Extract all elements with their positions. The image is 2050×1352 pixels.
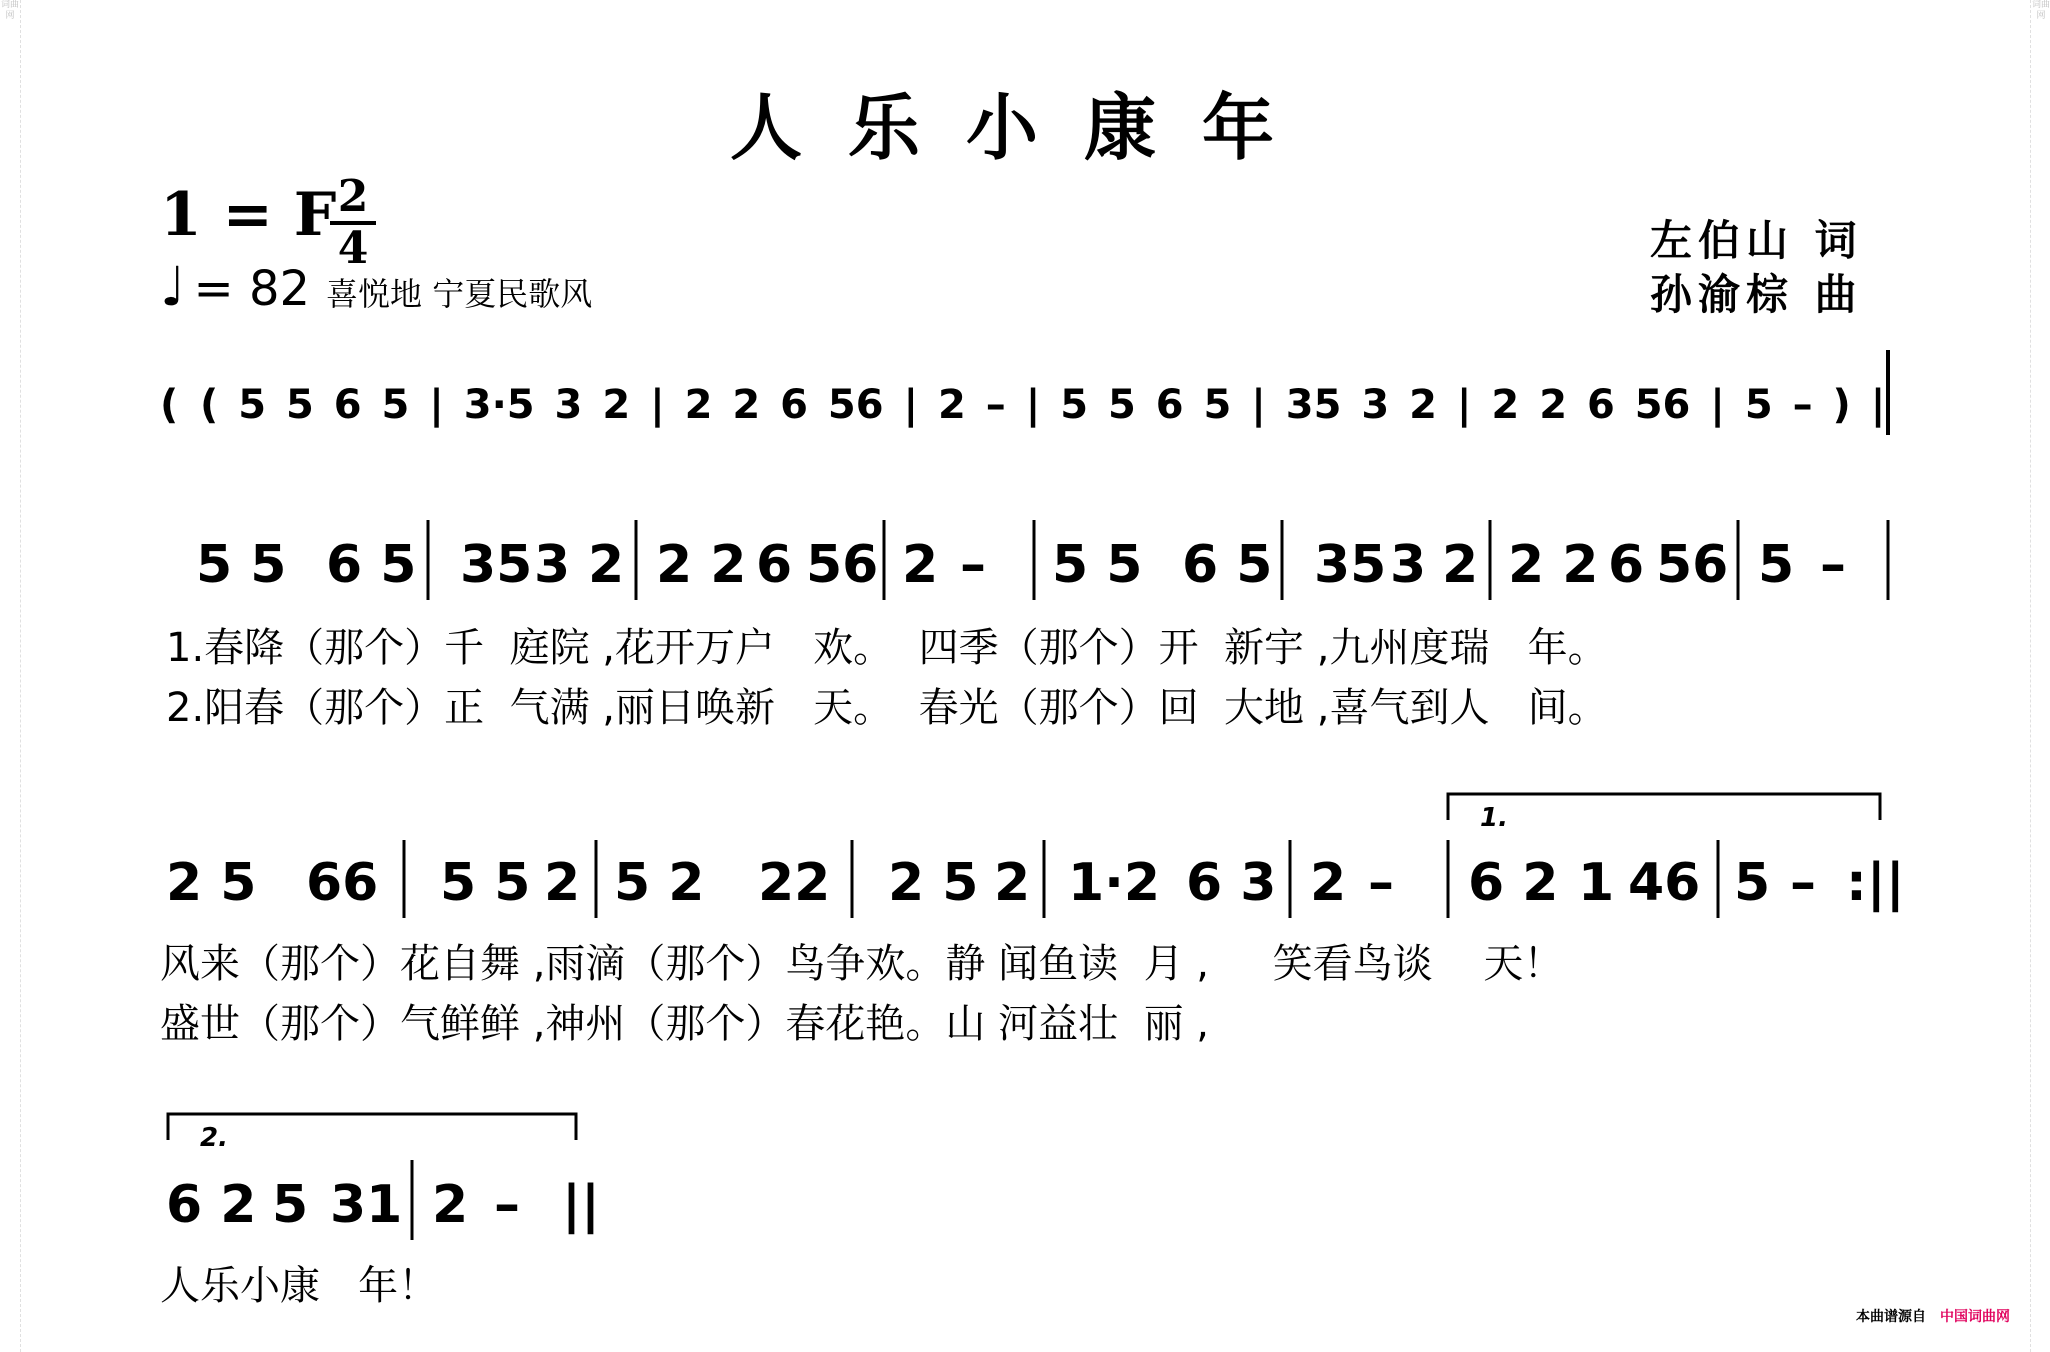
note-group: 5 2 <box>614 853 705 913</box>
meter-top: 2 <box>337 171 369 222</box>
note-group: 2 <box>902 535 939 595</box>
lyric-line-2-verse-2: 盛世（那个）气鲜鲜 ,神州（那个）春花艳。山 河益壮 丽 , <box>160 1001 1210 1047</box>
edge-watermark-right: 词曲网 <box>2030 0 2050 1352</box>
tempo-style: 喜悦地 宁夏民歌风 <box>326 275 593 313</box>
note-group: 6 3 <box>1186 853 1277 913</box>
note-group: – <box>1368 853 1394 913</box>
intro-notes: ( 5 5 6 5 | 3·5 3 2 | 2 2 6 56 | 2 – | 5 5 6 5 | 35 3 2 | 2 2 6 56 | 5 – ) | <box>200 382 1886 428</box>
note-group: – <box>1790 853 1816 913</box>
note-group: 2 2 <box>1508 535 1599 595</box>
note-group: 2 5 <box>166 853 257 913</box>
note-group: 31 <box>330 1175 403 1235</box>
note-group: – <box>960 535 986 595</box>
source-prefix: 本曲谱源自 <box>1856 1309 1926 1325</box>
note-group: 46 <box>1628 853 1701 913</box>
note-group: – <box>1820 535 1846 595</box>
note-group: 2 <box>432 1175 469 1235</box>
note-group: 1·2 <box>1068 853 1161 913</box>
key-signature: 1 = F <box>160 180 337 250</box>
repeat-sign: :|| <box>1846 853 1905 913</box>
note-group: 3 <box>534 535 571 595</box>
lyricist-credit: 左伯山 词 <box>1650 216 1863 265</box>
meter-bottom: 4 <box>337 223 369 274</box>
note-group: 2 <box>544 853 581 913</box>
note-group: 3 <box>1390 535 1427 595</box>
note-group: 56 <box>806 535 879 595</box>
note-group: 6 5 <box>1182 535 1273 595</box>
note-group: 6 2 <box>166 1175 257 1235</box>
note-group: 56 <box>1656 535 1729 595</box>
note-group: 5 5 <box>1052 535 1143 595</box>
source-credit <box>1856 1306 2010 1326</box>
volta-label-1: 1. <box>1480 803 1508 833</box>
lyric-line-3: 人乐小康 年！ <box>160 1263 439 1309</box>
note-group: 6 <box>756 535 793 595</box>
composer-credit: 孙渝棕 曲 <box>1650 270 1863 319</box>
staff-line-3 <box>166 1114 600 1240</box>
note-group: 5 <box>272 1175 309 1235</box>
note-group: 66 <box>306 853 379 913</box>
note-group: 22 <box>758 853 831 913</box>
note-group: 5 5 <box>440 853 531 913</box>
tempo-value: = 82 <box>193 261 311 317</box>
lyric-line-2-verse-1: 风来（那个）花自舞 ,雨滴（那个）鸟争欢。静 闻鱼读 月 , 笑看鸟谈 天！ <box>160 941 1564 987</box>
note-group: 5 <box>1734 853 1771 913</box>
note-group: 6 <box>1608 535 1645 595</box>
note-group: 2 <box>1310 853 1347 913</box>
note-group: 35 <box>1314 535 1387 595</box>
lyric-line-1-verse-2: 2.阳春（那个）正 气满 ,丽日唤新 天。 春光（那个）回 大地 ,喜气到人 间。 <box>166 685 1608 731</box>
note-group: 2 <box>1442 535 1479 595</box>
note-group: 5 <box>1758 535 1795 595</box>
intro-open-paren: ( <box>160 382 179 428</box>
note-group: 35 <box>460 535 533 595</box>
note-group: 2 <box>588 535 625 595</box>
note-group: 1 <box>1578 853 1615 913</box>
staff-line-1 <box>196 520 1888 600</box>
note-group: 2 5 <box>888 853 979 913</box>
volta-label-2: 2. <box>200 1123 228 1153</box>
lyric-line-1-verse-1: 1.春降（那个）千 庭院 ,花开万户 欢。 四季（那个）开 新宇 ,九州度瑞 年。 <box>166 625 1608 671</box>
note-group: 5 5 <box>196 535 287 595</box>
intro-staff <box>160 350 1888 435</box>
quarter-note-icon: ♩ <box>160 255 186 318</box>
note-group: 6 5 <box>326 535 417 595</box>
note-group: – <box>494 1175 520 1235</box>
staff-line-2 <box>166 794 1905 918</box>
song-title: 人乐小康年 <box>729 85 1320 170</box>
final-barline: || <box>562 1175 600 1235</box>
volta-bracket-2 <box>168 1114 576 1140</box>
note-group: 2 <box>994 853 1031 913</box>
source-site-link[interactable]: 中国词曲网 <box>1940 1309 2010 1325</box>
edge-watermark-left: 词曲网 <box>0 0 21 1352</box>
note-group: 6 2 <box>1468 853 1559 913</box>
volta-bracket-1 <box>1448 794 1880 820</box>
note-group: 2 2 <box>656 535 747 595</box>
